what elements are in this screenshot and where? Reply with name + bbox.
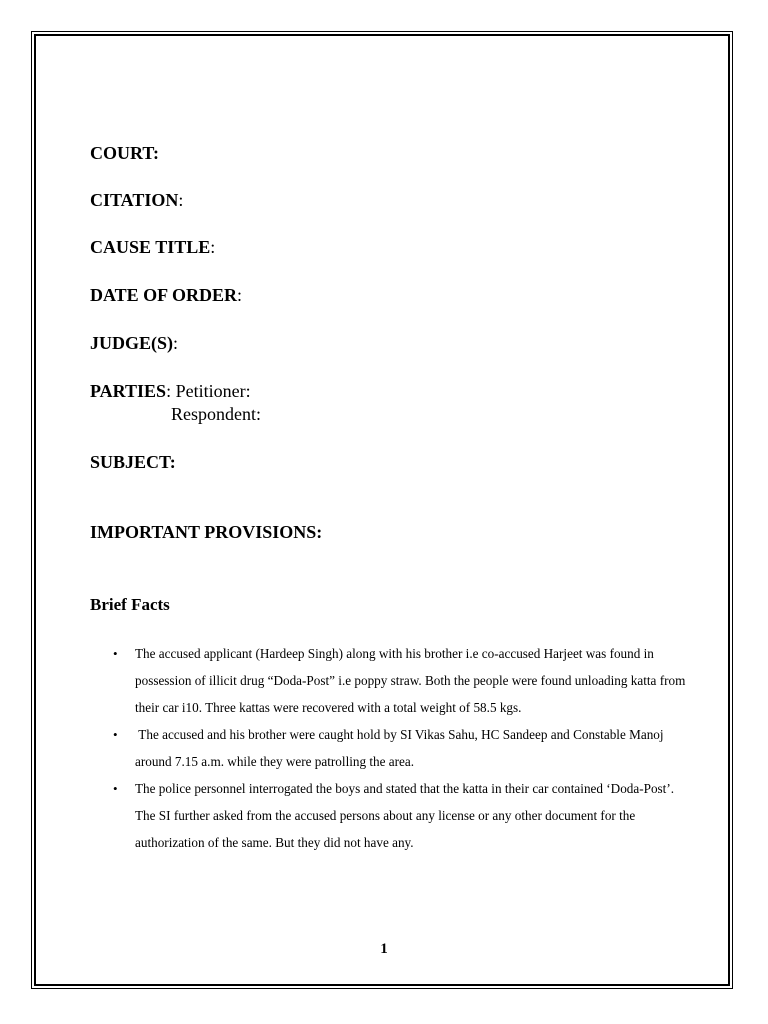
citation-label: CITATION: [90, 190, 179, 210]
page-number: 1: [380, 941, 388, 957]
list-item: [90, 640, 690, 721]
parties-field: [90, 380, 251, 402]
respondent-label: Respondent:: [171, 404, 261, 424]
citation-separator: :: [178, 190, 184, 210]
brief-facts-heading: Brief Facts: [90, 595, 170, 614]
list-item: [90, 775, 690, 856]
judges-label: JUDGE(S): [90, 333, 174, 353]
fact-text: The accused and his brother were caught hold by SI Vikas Sahu, HC Sandeep and Constable Manoj around 7.15 a.m. while they were patrolling the area.: [135, 727, 667, 769]
citation-field: [90, 189, 183, 211]
date-of-order-label: DATE OF ORDER: [90, 285, 238, 305]
subject-field: [90, 451, 176, 473]
brief-facts-list: [90, 640, 690, 856]
cause-title-field: [90, 236, 215, 258]
respondent-field: [171, 403, 261, 425]
list-item: [90, 721, 690, 775]
court-field: [90, 142, 159, 164]
important-provisions-heading: IMPORTANT PROVISIONS:: [90, 522, 323, 542]
judges-field: [90, 332, 178, 354]
subject-label: SUBJECT:: [90, 452, 176, 472]
parties-label: PARTIES: [90, 381, 167, 401]
parties-separator: :: [166, 381, 172, 401]
court-label: COURT:: [90, 143, 160, 163]
cause-title-label: CAUSE TITLE: [90, 237, 211, 257]
bullet-icon: •: [113, 781, 118, 796]
fact-text: The police personnel interrogated the boys and stated that the katta in their car contained ‘Doda-Post’. The SI further asked from the accused persons about any license or any other document for the authorization of the same. But they did not have any.: [135, 781, 675, 850]
date-of-order-field: [90, 284, 242, 306]
judges-separator: :: [173, 333, 179, 353]
bullet-icon: •: [113, 727, 118, 742]
cause-title-separator: :: [210, 237, 216, 257]
bullet-icon: •: [113, 646, 118, 661]
petitioner-label: Petitioner:: [175, 381, 251, 401]
fact-text: The accused applicant (Hardeep Singh) along with his brother i.e co-accused Harjeet was found in possession of illicit drug “Doda-Post” i.e poppy straw. Both the people were found unloading katta from their car i10. Three kattas were recovered with a total weight of 58.5 kgs.: [135, 646, 686, 715]
date-of-order-separator: :: [237, 285, 243, 305]
